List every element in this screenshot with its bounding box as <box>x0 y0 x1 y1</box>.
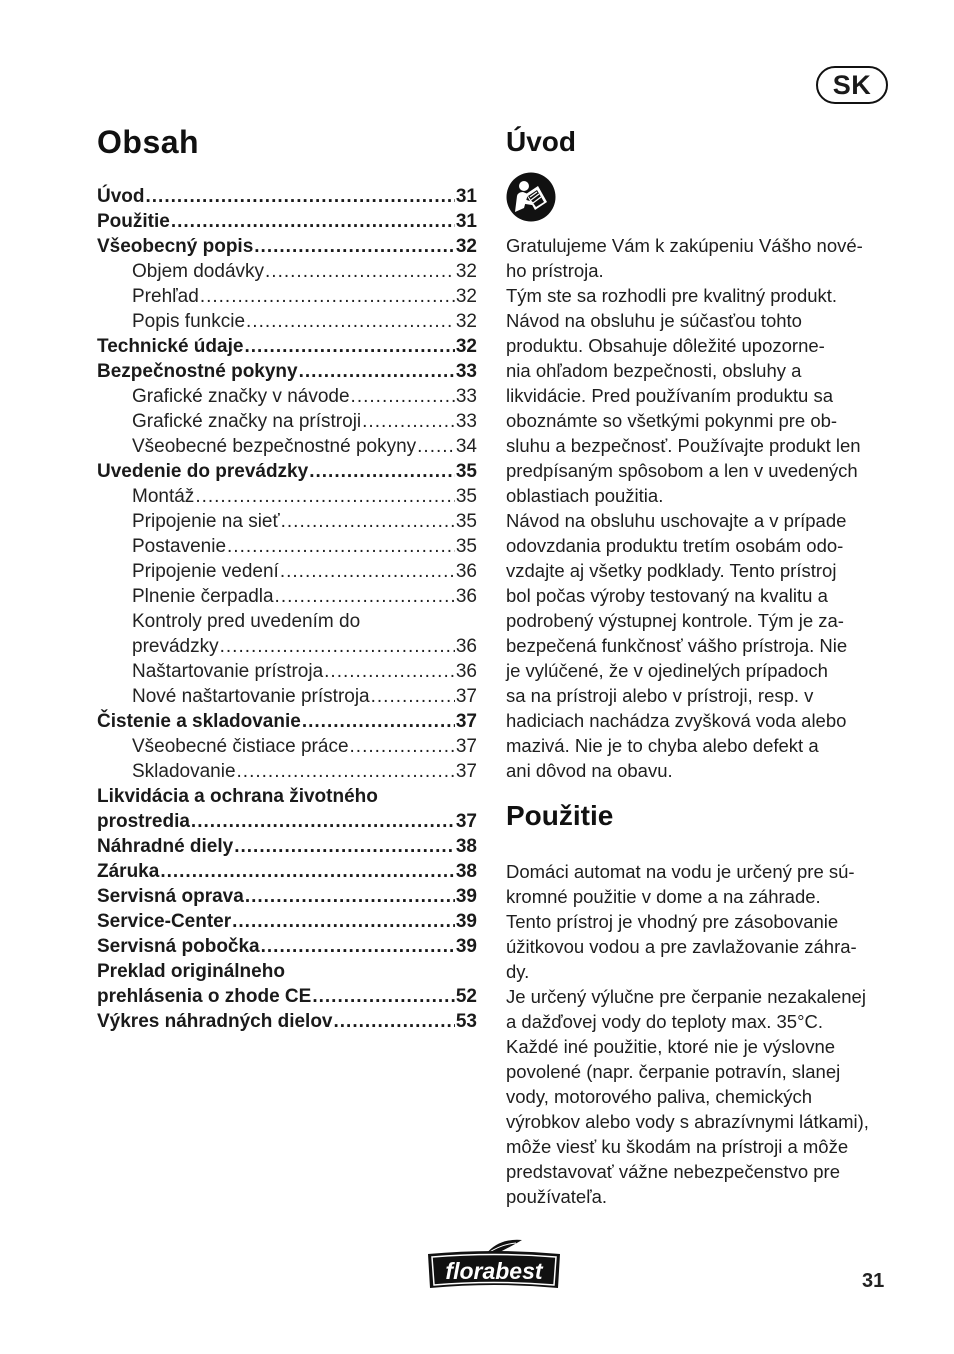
text-line: sluhu a bezpečnosť. Používajte produkt len <box>506 435 861 456</box>
toc-leader-dots <box>265 259 455 284</box>
toc-entry-text: Plnenie čerpadla <box>132 586 274 607</box>
toc-leader-dots <box>261 934 455 959</box>
toc-entry-page: 36 <box>455 586 477 607</box>
toc-entry-text: Grafické značky v návode <box>132 386 350 407</box>
text-line: mazivá. Nie je to chyba alebo defekt a <box>506 735 819 756</box>
toc-entry-page: 37 <box>455 761 477 782</box>
toc-entry <box>97 534 477 559</box>
toc-entry <box>97 784 477 809</box>
text-line: dy. <box>506 961 530 982</box>
text-line: oblastiach použitia. <box>506 485 664 506</box>
toc-entry-page: 36 <box>455 561 477 582</box>
toc-entry <box>97 734 477 759</box>
toc-entry <box>97 809 477 834</box>
toc-entry-page: 31 <box>455 186 477 207</box>
toc-entry-text: Objem dodávky <box>132 261 265 282</box>
text-line: kromné použitie v dome a na záhrade. <box>506 886 821 907</box>
text-line: hadiciach nachádza zvyšková voda alebo <box>506 710 847 731</box>
toc-entry-page: 35 <box>455 461 477 482</box>
toc-leader-dots <box>351 384 455 409</box>
toc-entry-text: Technické údaje <box>97 336 244 357</box>
toc-entry <box>97 309 477 334</box>
toc-entry <box>97 459 477 484</box>
toc-entry <box>97 609 477 634</box>
toc-leader-dots <box>237 759 455 784</box>
toc-leader-dots <box>160 859 455 884</box>
toc-leader-dots <box>232 909 455 934</box>
toc-entry-page: 36 <box>455 636 477 657</box>
toc-leader-dots <box>312 984 455 1009</box>
toc-entry <box>97 409 477 434</box>
toc-entry-text: Prehľad <box>132 286 199 307</box>
florabest-logo <box>424 1236 564 1292</box>
toc-leader-dots <box>171 209 455 234</box>
toc-leader-dots <box>245 884 455 909</box>
toc-entry-page: 38 <box>455 836 477 857</box>
text-line: oboznámte so všetkými pokynmi pre ob- <box>506 410 838 431</box>
read-manual-icon <box>506 172 556 222</box>
toc-entry-text: Použitie <box>97 211 170 232</box>
text-line: sa na prístroji alebo v prístroji, resp. v <box>506 685 814 706</box>
brand-name: florabest <box>445 1258 543 1284</box>
text-line: ho prístroja. <box>506 260 604 281</box>
toc-entry-page: 35 <box>455 536 477 557</box>
toc-entry-text: Náhradné diely <box>97 836 234 857</box>
text-line: likvidácie. Pred používaním produktu sa <box>506 385 834 406</box>
toc-entry <box>97 884 477 909</box>
toc-entry-page: 31 <box>455 211 477 232</box>
text-line: odovzdania produktu tretím osobám odo- <box>506 535 844 556</box>
toc-entry-page: 34 <box>455 436 477 457</box>
language-code: SK <box>832 69 872 100</box>
toc-entry-page: 32 <box>455 311 477 332</box>
toc-leader-dots <box>302 709 455 734</box>
toc-entry-text: Čistenie a skladovanie <box>97 711 301 732</box>
toc-entry-page: 33 <box>455 386 477 407</box>
language-badge <box>816 66 888 104</box>
text-line: Domáci automat na vodu je určený pre sú- <box>506 861 855 882</box>
uvod-paragraph <box>506 233 890 783</box>
text-line: predstavovať vážne nebezpečenstvo pre <box>506 1161 840 1182</box>
toc-entry-page: 37 <box>455 811 477 832</box>
toc-entry <box>97 709 477 734</box>
text-line: povolené (napr. čerpanie potravín, slanej <box>506 1061 841 1082</box>
toc-leader-dots <box>350 734 455 759</box>
toc-leader-dots <box>324 659 455 684</box>
toc-entry-page: 39 <box>455 911 477 932</box>
toc-entry-text: Grafické značky na prístroji <box>132 411 362 432</box>
toc-leader-dots <box>220 634 455 659</box>
toc-entry-text: Servisná oprava <box>97 886 244 907</box>
toc-entry <box>97 209 477 234</box>
toc-leader-dots <box>371 684 455 709</box>
toc-entry <box>97 234 477 259</box>
text-line: Každé iné použitie, ktoré nie je výslovne <box>506 1036 836 1057</box>
toc-leader-dots <box>417 434 455 459</box>
toc-leader-dots <box>234 834 455 859</box>
toc-entry-page: 37 <box>455 711 477 732</box>
pouzitie-heading: Použitie <box>506 800 614 831</box>
toc-entry <box>97 934 477 959</box>
toc-entry <box>97 984 477 1009</box>
text-line: je vylúčené, že v ojedinelých prípadoch <box>506 660 828 681</box>
text-line: a dažďovej vody do teploty max. 35°C. <box>506 1011 823 1032</box>
text-line: výrobkov alebo vody s abrazívnymi látkami), <box>506 1111 869 1132</box>
text-line: podrobený výstupnej kontrole. Tým je za- <box>506 610 844 631</box>
pouzitie-paragraph <box>506 859 890 1209</box>
toc-entry-page: 35 <box>455 511 477 532</box>
toc-entry-text: Nové naštartovanie prístroja <box>132 686 370 707</box>
toc-entry <box>97 559 477 584</box>
toc-leader-dots <box>200 284 455 309</box>
toc-entry-text: Popis funkcie <box>132 311 246 332</box>
text-line: Návod na obsluhu je súčasťou tohto <box>506 310 802 331</box>
toc-entry <box>97 859 477 884</box>
toc-entry-page: 33 <box>455 411 477 432</box>
toc-entry <box>97 659 477 684</box>
toc-entry <box>97 1009 477 1034</box>
toc-entry-text: prostredia <box>97 811 190 832</box>
text-line: ani dôvod na obavu. <box>506 760 673 781</box>
toc-entry-page: 32 <box>455 286 477 307</box>
text-line: Tento prístroj je vhodný pre zásobovanie <box>506 911 839 932</box>
toc-entry <box>97 634 477 659</box>
text-line: predpísaným spôsobom a len v uvedených <box>506 460 858 481</box>
toc-entry <box>97 584 477 609</box>
toc-entry-text: Všeobecný popis <box>97 236 254 257</box>
toc-entry <box>97 684 477 709</box>
toc-entry-text: Preklad originálneho <box>97 961 285 982</box>
toc-entry-text: prehlásenia o zhode CE <box>97 986 312 1007</box>
toc-entry-page: 35 <box>455 486 477 507</box>
toc-entry-page: 36 <box>455 661 477 682</box>
text-line: nia ohľadom bezpečnosti, obsluhy a <box>506 360 802 381</box>
toc-entry-text: prevádzky <box>132 636 219 657</box>
toc-entry <box>97 434 477 459</box>
text-line: Návod na obsluhu uschovajte a v prípade <box>506 510 847 531</box>
toc-entry <box>97 384 477 409</box>
toc-leader-dots <box>227 534 455 559</box>
toc-title: Obsah <box>97 124 200 160</box>
toc-entry <box>97 359 477 384</box>
toc-entry-page: 33 <box>455 361 477 382</box>
toc-entry-text: Úvod <box>97 186 145 207</box>
toc-entry-text: Naštartovanie prístroja <box>132 661 324 682</box>
toc-leader-dots <box>191 809 455 834</box>
toc-entry <box>97 909 477 934</box>
toc-entry-page: 38 <box>455 861 477 882</box>
toc-entry <box>97 259 477 284</box>
text-line: vody, motorového paliva, chemických <box>506 1086 813 1107</box>
text-line: Tým ste sa rozhodli pre kvalitný produkt. <box>506 285 838 306</box>
toc-leader-dots <box>281 509 455 534</box>
toc-entry-text: Pripojenie vedení <box>132 561 279 582</box>
toc-entry-text: Likvidácia a ochrana životného <box>97 786 378 807</box>
toc-leader-dots <box>299 359 455 384</box>
toc-leader-dots <box>362 409 455 434</box>
text-line: bol počas výroby testovaný na kvalitu a <box>506 585 828 606</box>
toc-leader-dots <box>244 334 454 359</box>
toc-entry-page: 53 <box>455 1011 477 1032</box>
text-line: používateľa. <box>506 1186 608 1207</box>
page-number: 31 <box>862 1270 885 1292</box>
toc-entry-text: Záruka <box>97 861 160 882</box>
text-line: úžitkovou vodou a pre zavlažovanie záhra- <box>506 936 857 957</box>
text-line: Gratulujeme Vám k zakúpeniu Vášho nové- <box>506 235 863 256</box>
toc-entry <box>97 334 477 359</box>
toc-entry-text: Bezpečnostné pokyny <box>97 361 298 382</box>
toc-leader-dots <box>146 184 455 209</box>
uvod-heading: Úvod <box>506 126 576 157</box>
toc-entry-page: 52 <box>455 986 477 1007</box>
toc-entry-page: 39 <box>455 936 477 957</box>
toc-entry-text: Montáž <box>132 486 195 507</box>
toc-entry <box>97 759 477 784</box>
toc-entry-text: Skladovanie <box>132 761 236 782</box>
toc-entry-text: Výkres náhradných dielov <box>97 1011 333 1032</box>
toc-leader-dots <box>309 459 455 484</box>
text-line: bezpečená funkčnosť vášho prístroja. Nie <box>506 635 848 656</box>
toc-entry-text: Pripojenie na sieť <box>132 511 280 532</box>
toc-entry-text: Servisná pobočka <box>97 936 260 957</box>
toc-entry-page: 39 <box>455 886 477 907</box>
toc-entry <box>97 834 477 859</box>
toc-entry <box>97 284 477 309</box>
toc-leader-dots <box>195 484 455 509</box>
text-line: Je určený výlučne pre čerpanie nezakalenej <box>506 986 866 1007</box>
text-line: produktu. Obsahuje dôležité upozorne- <box>506 335 825 356</box>
toc-entry-text: Service-Center <box>97 911 232 932</box>
toc-entry-text: Kontroly pred uvedením do <box>132 611 361 632</box>
toc-leader-dots <box>334 1009 455 1034</box>
toc-entry-page: 32 <box>455 336 477 357</box>
toc-leader-dots <box>275 584 455 609</box>
toc-entry <box>97 959 477 984</box>
toc-entry-text: Postavenie <box>132 536 227 557</box>
table-of-contents <box>97 184 477 1034</box>
toc-entry-page: 37 <box>455 736 477 757</box>
toc-entry-page: 32 <box>455 236 477 257</box>
toc-entry <box>97 484 477 509</box>
toc-entry <box>97 184 477 209</box>
toc-leader-dots <box>280 559 455 584</box>
toc-leader-dots <box>254 234 455 259</box>
toc-entry-page: 37 <box>455 686 477 707</box>
toc-entry-text: Uvedenie do prevádzky <box>97 461 309 482</box>
text-line: vzdajte aj všetky podklady. Tento prístroj <box>506 560 837 581</box>
text-line: môže viesť ku škodám na prístroji a môže <box>506 1136 849 1157</box>
toc-entry-text: Všeobecné bezpečnostné pokyny <box>132 436 417 457</box>
toc-entry-text: Všeobecné čistiace práce <box>132 736 349 757</box>
toc-entry <box>97 509 477 534</box>
toc-entry-page: 32 <box>455 261 477 282</box>
toc-leader-dots <box>246 309 455 334</box>
